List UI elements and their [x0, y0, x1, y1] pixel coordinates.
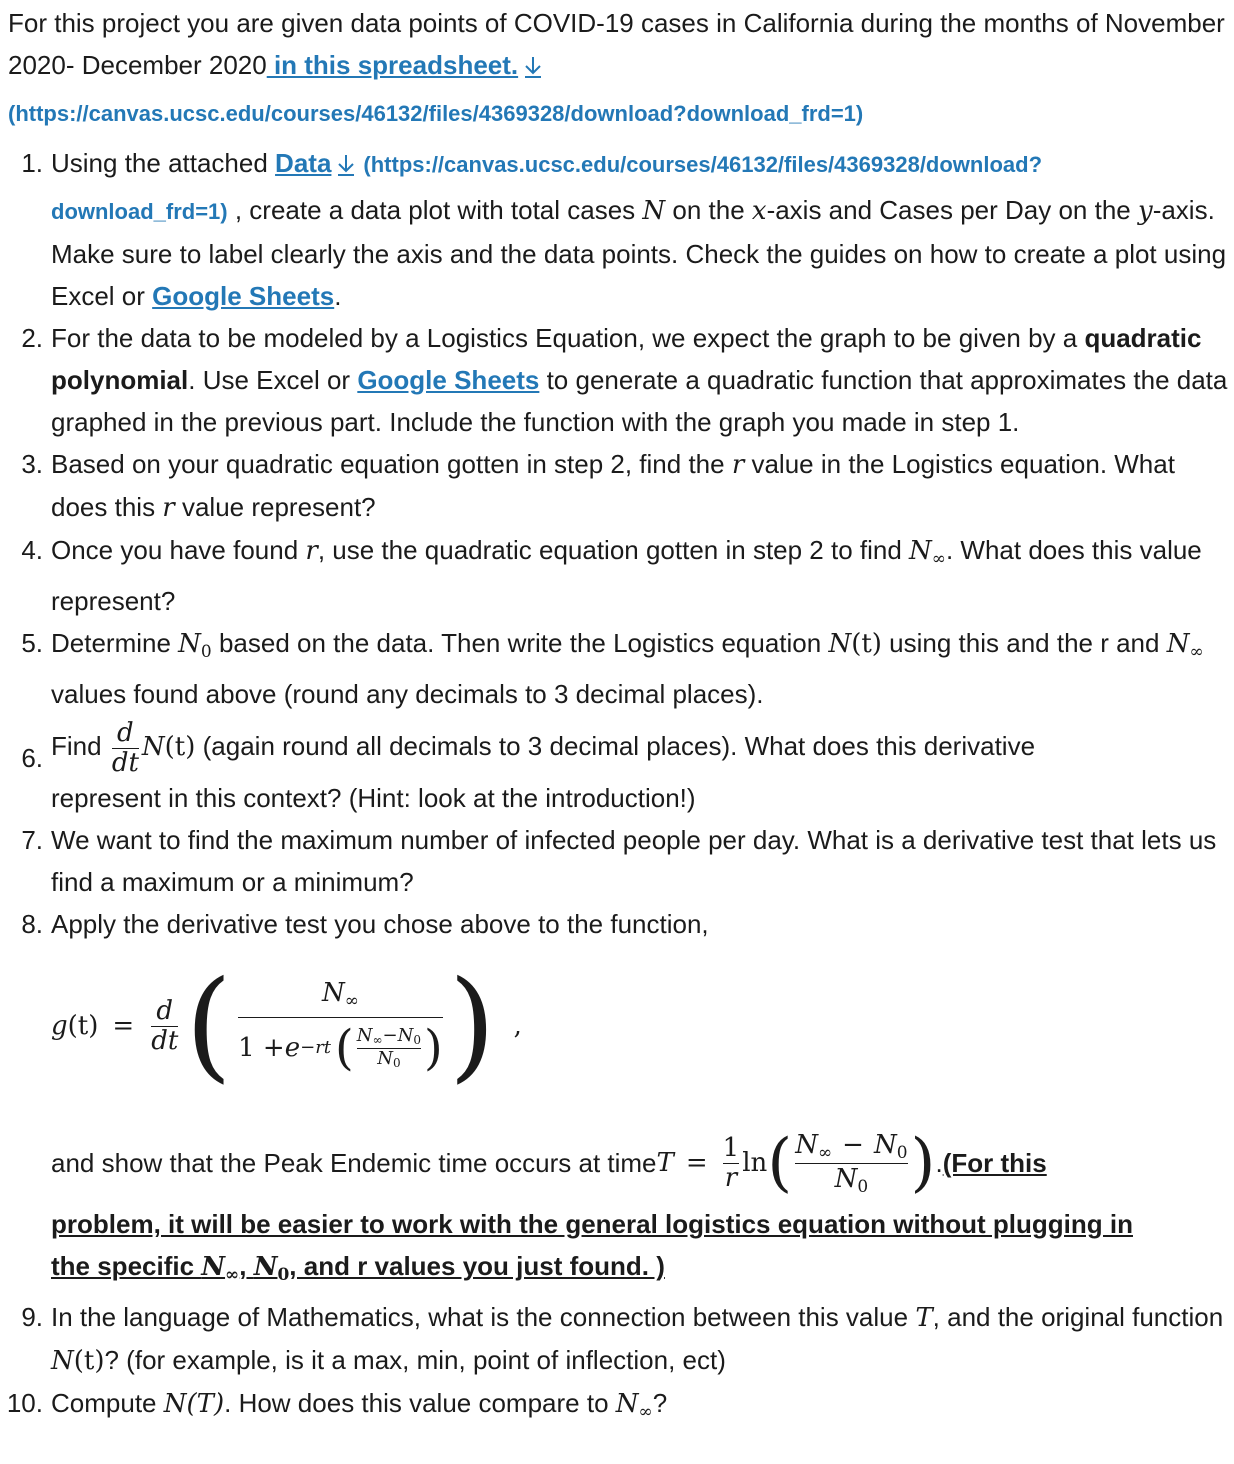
data-link[interactable]: Data: [275, 148, 332, 178]
list-item-4: 4. Once you have found r, use the quadratic equation gotten in step 2 to find $N_\infty$. What does this value represent?: [21, 535, 1202, 616]
list-item-5: 5. Determine $N_0$ based on the data. Then write the Logistics equation N(t) using this and the r and $N_\infty$ values found above (round any decimals to 3 decimal places).: [21, 628, 1204, 709]
download-arrow-icon[interactable]: [335, 147, 357, 189]
list-item-1: 1. Using the attached Data (https://canvas.ucsc.edu/courses/46132/files/4369328/download? download_frd=1) , create a data plot with total cases N on the x-axis and Cases per Day on the y-axis. Make sure to label clearly the axis and the data points. Check the guides on how to create a plot using Excel or Google Sheets.: [21, 148, 1227, 311]
list-item-9: 9. In the language of Mathematics, what is the connection between this value T, and the original function N(t)? (for example, is it a max, min, point of inflection, ect): [21, 1302, 1224, 1377]
list-item-10: 10. Compute N(T). How does this value compare to $N_\infty$?: [6, 1388, 668, 1423]
intro-paragraph: For this project you are given data points of COVID-19 cases in California during the months of November 2020- December 2020 in this spreadsheet. (https://canvas.ucsc.edu/courses/46132/files/4369328/download?download_frd=1): [8, 8, 1225, 126]
derivative-expression: Find $\frac{d}{dt}$ N(t): [51, 718, 196, 778]
spreadsheet-link[interactable]: in this spreadsheet.: [266, 50, 519, 80]
list-item-2: 2. For the data to be modeled by a Logistics Equation, we expect the graph to be given by a quadratic polynomial. Use Excel or Google Sheets to generate a quadratic function that approximates the data graphed in the previous part. Include the function with the graph you made in step 1.: [21, 323, 1228, 437]
google-sheets-link[interactable]: Google Sheets: [152, 281, 335, 311]
question-list: [0, 142, 1234, 1433]
download-arrow-icon[interactable]: [522, 49, 544, 91]
spreadsheet-url[interactable]: (https://canvas.ucsc.edu/courses/46132/files/4369328/download?download_frd=1): [8, 101, 864, 126]
list-item-3: 3. Based on your quadratic equation gotten in step 2, find the r value in the Logistics equation. What does this r value represent?: [21, 449, 1175, 523]
list-item-7: 7. We want to find the maximum number of infected people per day. What is a derivative test that lets us find a maximum or a minimum?: [21, 825, 1217, 898]
google-sheets-link[interactable]: Google Sheets: [357, 365, 540, 395]
g-of-t-equation: g (t) = $\frac{d}{dt}$ ( $N_\infty$ 1 + e −rt ( $\frac{N_\infty-N_0}{N_0}$ ) ) ,: [51, 956, 522, 1096]
list-item-8: 8. Apply the derivative test you chose above to the function, g (t) = $\frac{d}{dt}$ ( $N_\infty$ 1 + e −rt ( $\frac{N_\infty-N_0}{N_0}$ ) ) , and show that the Peak Endemic time occurs at time T = $\frac{1}{r}$ ln ( $\frac{N_\infty - N_0}{N_0}$ ) . (For this problem, it will be easier to work with the general logistics equation without plugging in the specific $N_\infty$, $N_0$, and r values you just found. ): [0, 903, 1234, 1296]
list-item-6: 6. Find $\frac{d}{dt}$ N(t) (again round all decimals to 3 decimal places). What does this derivative represent in this context? (Hint: look at the introduction!): [21, 718, 1036, 814]
problem-note: problem, it will be easier to work with the general logistics equation without plugging in the specific $N_\infty$, $N_0$, and r values you just found. ): [51, 1209, 1133, 1286]
peak-time-line: and show that the Peak Endemic time occurs at time T = $\frac{1}{r}$ ln ( $\frac{N_\infty - N_0}{N_0}$ ) . (For this: [51, 1126, 1047, 1201]
data-url[interactable]: (https://canvas.ucsc.edu/courses/46132/files/4369328/download?: [363, 152, 1043, 177]
